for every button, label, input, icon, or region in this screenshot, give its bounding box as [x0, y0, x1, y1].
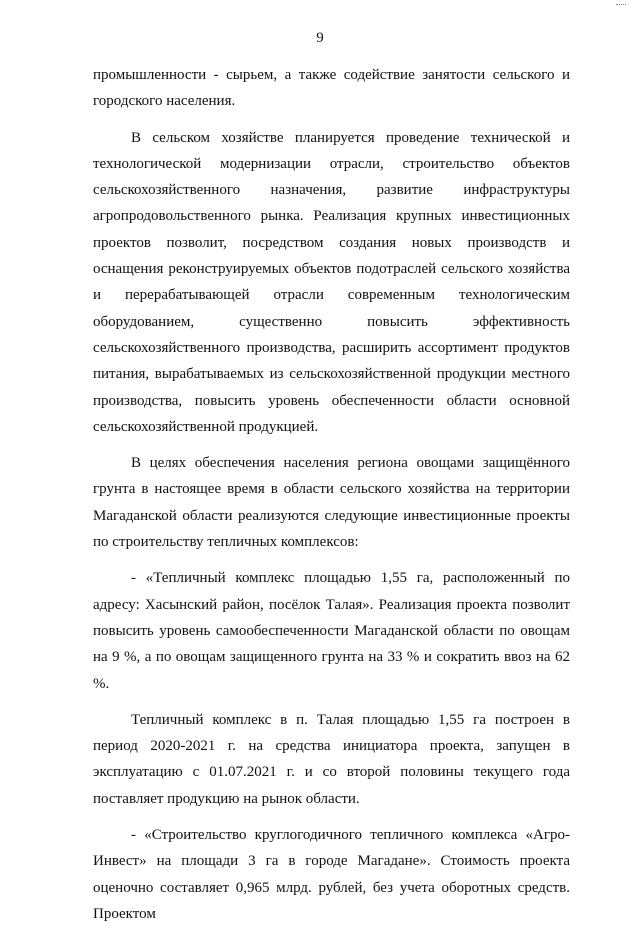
scan-corner-mark [616, 4, 626, 7]
paragraph-5: Тепличный комплекс в п. Талая площадью 1,55 га построен в период 2020-2021 г. на средства инициатора проекта, запущен в эксплуатацию с 01.07.2021 г. и со второй половины текущего года поставляет продукцию на рынок области. [93, 711, 570, 807]
paragraph-2: В сельском хозяйстве планируется проведение технической и технологической модернизации отрасли, строительство объектов сельскохозяйственного назначения, развитие инфраструктуры агропродовольственного рынка. Реализация крупных инвестиционных проектов позволит, посредством создания новых производств и оснащения реконструируемых объектов подотраслей сельского хозяйства и перерабатывающей отрасли современным технологическим оборудованием, существенно повысить эффективность сельскохозяйственного производства, расширить ассортимент продуктов питания, вырабатываемых из сельскохозяйственной продукции местного производства, повысить уровень обеспеченности области основной сельскохозяйственной продукцией. [93, 129, 570, 435]
paragraph-3: В целях обеспечения населения региона овощами защищённого грунта в настоящее время в области сельского хозяйства на территории Магаданской области реализуются следующие инвестиционные проекты по строительству тепличных комплексов: [93, 455, 570, 551]
paragraph-1: промышленности - сырьем, а также содействие занятости сельского и городского населения. [93, 67, 570, 110]
paragraph-6: - «Строительство круглогодичного тепличного комплекса «Агро-Инвест» на площади 3 га в городе Магадане». Стоимость проекта оценочно составляет 0,965 млрд. рублей, без учета оборотных средств. Проектом [93, 827, 570, 922]
paragraph-4: - «Тепличный комплекс площадью 1,55 га, расположенный по адресу: Хасынский район, посёлок Талая». Реализация проекта позволит повысить уровень самообеспеченности Магаданской области по овощам на 9 %, а по овощам защищенного грунта на 33 % и сократить ввоз на 62 %. [93, 570, 570, 692]
page-number: 9 [316, 30, 324, 46]
document-body [93, 62, 570, 927]
